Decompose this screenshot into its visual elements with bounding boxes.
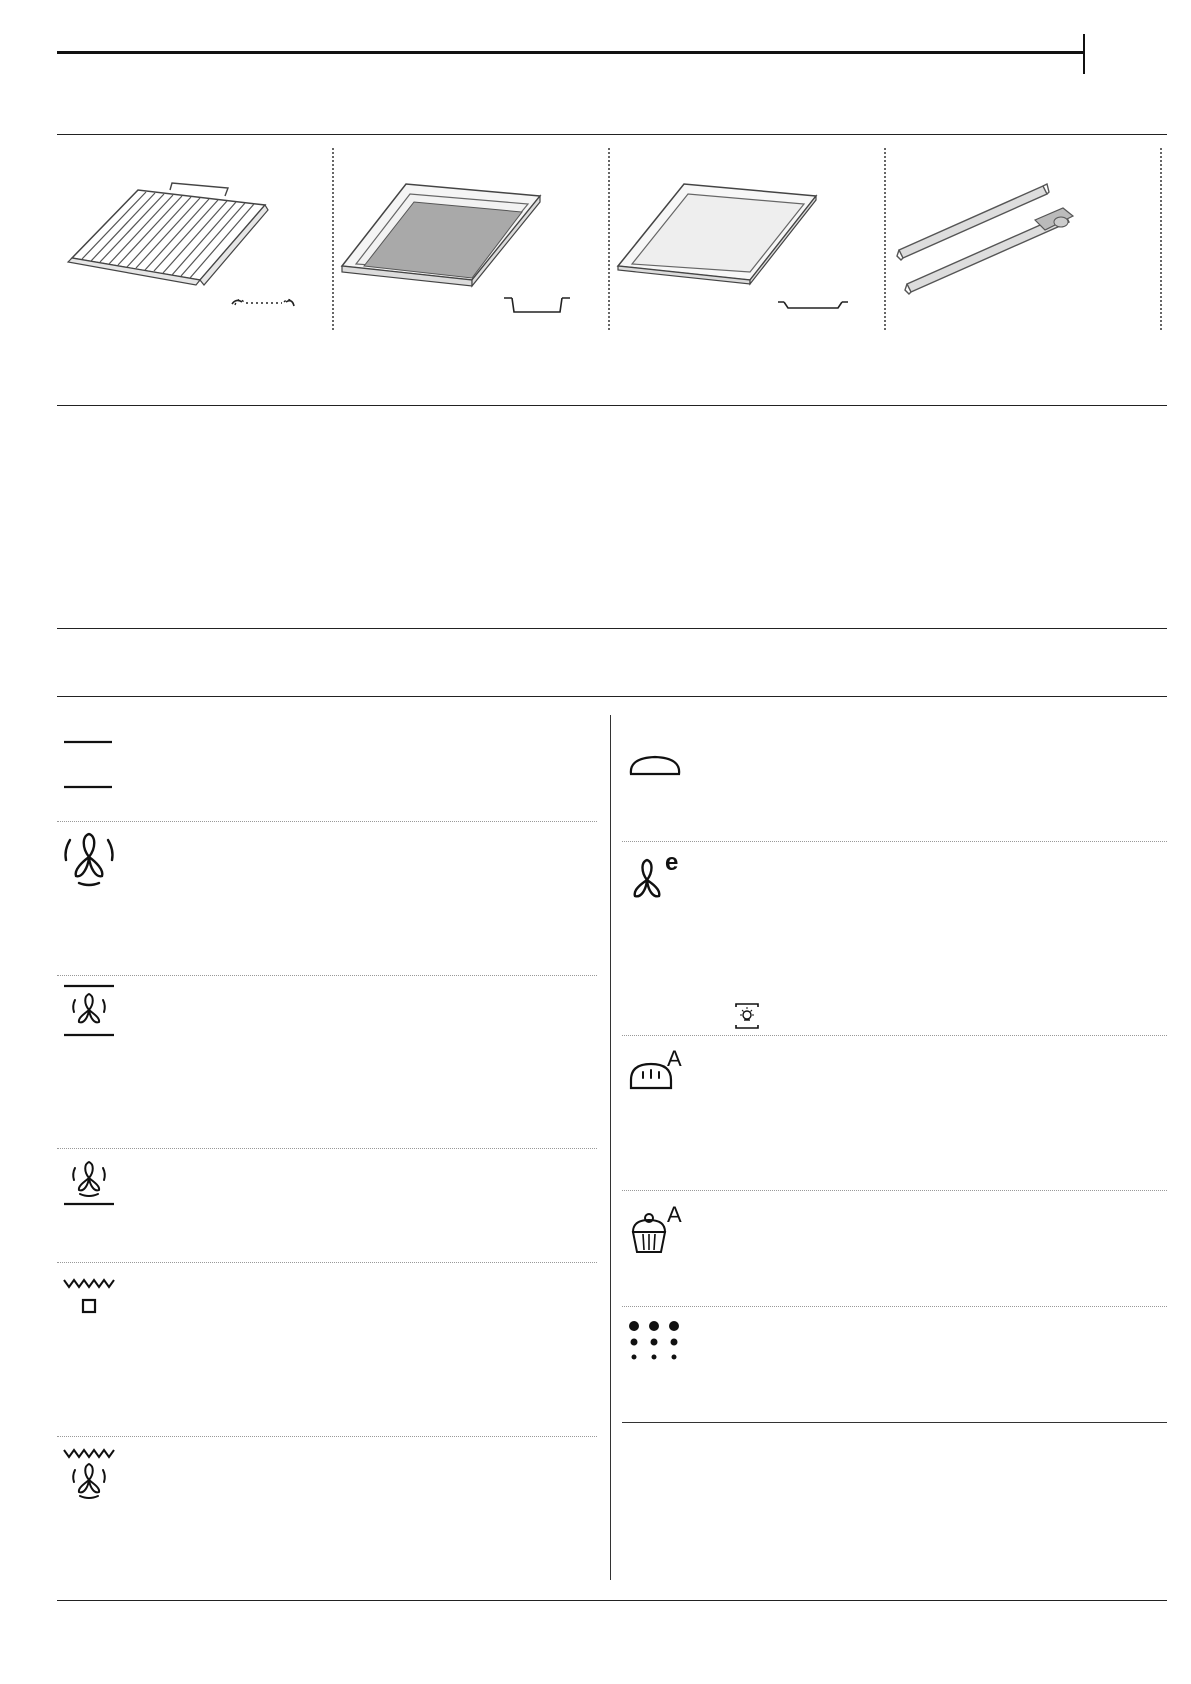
auto-bread-icon <box>627 1046 687 1098</box>
accessories-top-rule <box>57 134 1167 135</box>
section-rule-2 <box>57 628 1167 629</box>
left-row-sep-5 <box>57 1436 597 1437</box>
eco-superscript: e <box>665 849 679 876</box>
right-row-sep-4 <box>622 1306 1167 1307</box>
right-row-sep-3 <box>622 1190 1167 1191</box>
right-row-sep-2 <box>622 1035 1167 1036</box>
sliding-rails-illustration <box>895 180 1165 315</box>
oven-lamp-icon <box>735 1003 759 1029</box>
auto-cake-icon <box>627 1202 687 1258</box>
eco-forced-air-icon <box>627 850 687 904</box>
header-tick <box>1083 34 1085 74</box>
left-row-sep-4 <box>57 1262 597 1263</box>
functions-column-divider <box>610 715 611 1580</box>
right-column-end-rule <box>622 1422 1167 1423</box>
left-row-sep-3 <box>57 1148 597 1149</box>
wire-shelf-illustration <box>60 180 330 315</box>
right-row-sep-1 <box>622 841 1167 842</box>
forced-air-icon <box>62 830 116 886</box>
convection-bake-icon <box>62 984 116 1038</box>
fan-bottom-heat-icon <box>62 1160 116 1206</box>
grill-icon <box>62 1276 116 1322</box>
deep-tray-illustration <box>340 180 610 315</box>
section-rule-1 <box>57 405 1167 406</box>
auto-cake-superscript: A <box>667 1202 682 1227</box>
multilevel-dots-icon <box>627 1320 683 1364</box>
header-rule <box>57 51 1085 54</box>
left-row-sep-1 <box>57 821 597 822</box>
accessory-divider-1 <box>332 148 334 330</box>
auto-bread-superscript: A <box>667 1046 682 1071</box>
functions-top-rule <box>57 696 1167 697</box>
left-row-sep-2 <box>57 975 597 976</box>
flat-tray-illustration <box>616 180 886 315</box>
turbo-grill-icon <box>62 1446 116 1502</box>
bottom-heat-icon <box>627 754 683 778</box>
page-bottom-rule <box>57 1600 1167 1601</box>
conventional-heating-icon <box>62 738 114 790</box>
